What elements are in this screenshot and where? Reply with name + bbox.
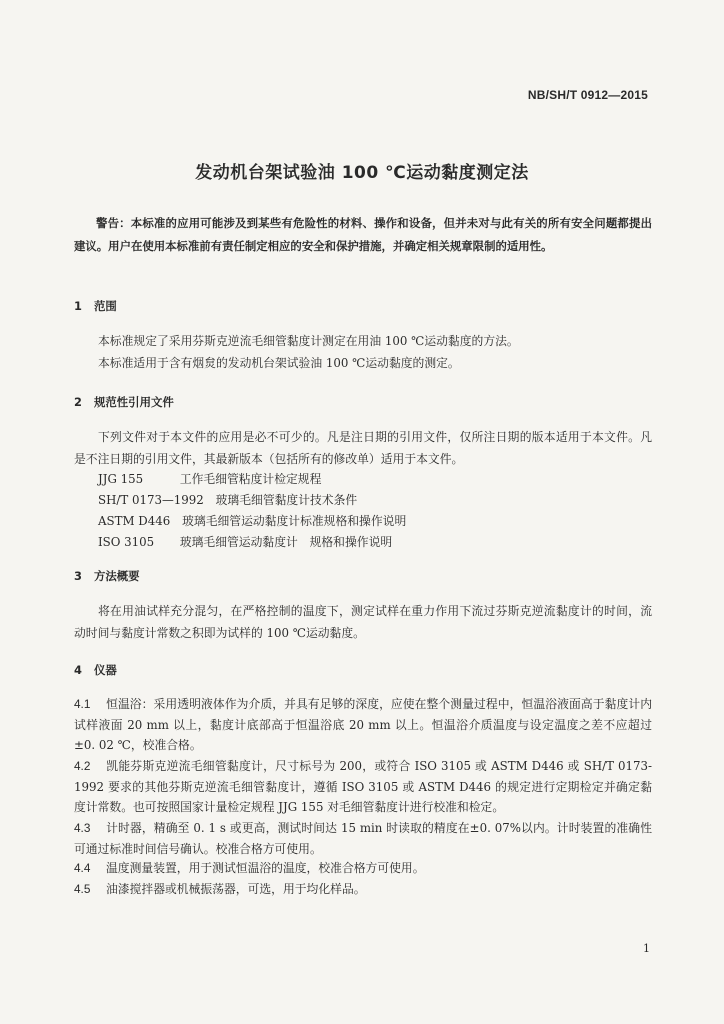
list-item [98,532,406,553]
section-2-heading [74,394,174,410]
clause-4-2 [74,756,652,818]
section-4-heading [74,662,117,678]
section-title: 方法概要 [94,569,140,583]
section-2-intro: 下列文件对于本文件的应用是必不可少的。凡是注日期的引用文件，仅所注日期的版本适用于本文件。凡是不注日期的引用文件，其最新版本（包括所有的修改单）适用于本文件。 [74,430,652,466]
clause-text: 恒温浴：采用透明液体作为介质，并具有足够的深度，应使在整个测量过程中，恒温浴液面高于黏度计内试样液面 20 mm 以上，黏度计底部高于恒温浴底 20 mm 以上。恒温浴介质温度与设定温度之差不应超过±0. 02 ℃，校准合格。 [74,697,652,752]
warning-notice: 警告：本标准的应用可能涉及到某些有危险性的材料、操作和设备，但并未对与此有关的所有安全问题都提出建议。用户在使用本标准前有责任制定相应的安全和保护措施，并确定相关规章限制的适用性。 [74,216,652,253]
ref-code: ASTM D446 [98,514,171,528]
ref-title: 玻璃毛细管运动黏度计标准规格和操作说明 [182,514,407,528]
clause-4-5 [74,879,652,900]
clause-4-3 [74,818,652,859]
list-item [98,490,406,511]
section-number: 4 [74,663,82,677]
standard-code: NB/SH/T 0912—2015 [527,88,648,102]
ref-code: ISO 3105 [98,535,155,549]
list-item [98,469,406,490]
section-1-heading [74,298,117,314]
section-1-para-2: 本标准适用于含有烟炱的发动机台架试验油 100 ℃运动黏度的测定。 [98,356,460,370]
clause-number: 4.5 [74,882,91,896]
section-title: 范围 [94,299,117,313]
clause-number: 4.1 [74,697,91,711]
section-1-para-1: 本标准规定了采用芬斯克逆流毛细管黏度计测定在用油 100 ℃运动黏度的方法。 [98,334,519,348]
clause-number: 4.3 [74,821,91,835]
page-number: 1 [643,942,650,955]
section-number: 1 [74,299,82,313]
ref-title: 工作毛细管粘度计检定规程 [179,472,322,486]
section-3-para: 将在用油试样充分混匀，在严格控制的温度下，测定试样在重力作用下流过芬斯克逆流黏度计的时间，流动时间与黏度计常数之积即为试样的 100 ℃运动黏度。 [74,604,652,640]
clause-text: 温度测量装置，用于测试恒温浴的温度，校准合格方可使用。 [106,861,425,875]
reference-list [98,469,406,553]
section-title: 规范性引用文件 [94,395,174,409]
list-item [98,511,406,532]
section-3-heading [74,568,140,584]
clause-text: 凯能芬斯克逆流毛细管黏度计，尺寸标号为 200，或符合 ISO 3105 或 ASTM D446 或 SH/T 0173-1992 要求的其他芬斯克逆流毛细管黏度计，遵循 ISO 3105 或 ASTM D446 的规定进行定期检定并确定黏度计常数。也可按照国家计量检定规程 JJG 155 对毛细管黏度计进行校准和检定。 [74,759,652,814]
section-number: 2 [74,395,82,409]
clause-4-4 [74,858,652,879]
section-number: 3 [74,569,82,583]
clause-text: 计时器，精确至 0. 1 s 或更高，测试时间达 15 min 时读取的精度在±0. 07%以内。计时装置的准确性可通过标准时间信号确认。校准合格方可使用。 [74,821,652,856]
clause-number: 4.2 [74,759,91,773]
clause-number: 4.4 [74,861,91,875]
ref-title: 玻璃毛细管运动黏度计 规格和操作说明 [179,535,393,549]
section-title: 仪器 [94,663,117,677]
clause-text: 油漆搅拌器或机械振荡器，可选，用于均化样品。 [106,882,366,896]
clause-4-1 [74,694,652,756]
ref-title: 玻璃毛细管黏度计技术条件 [215,493,358,507]
ref-code: JJG 155 [98,472,144,486]
ref-code: SH/T 0173—1992 [98,493,204,507]
document-title: 发动机台架试验油 100 ℃运动黏度测定法 [195,163,529,183]
